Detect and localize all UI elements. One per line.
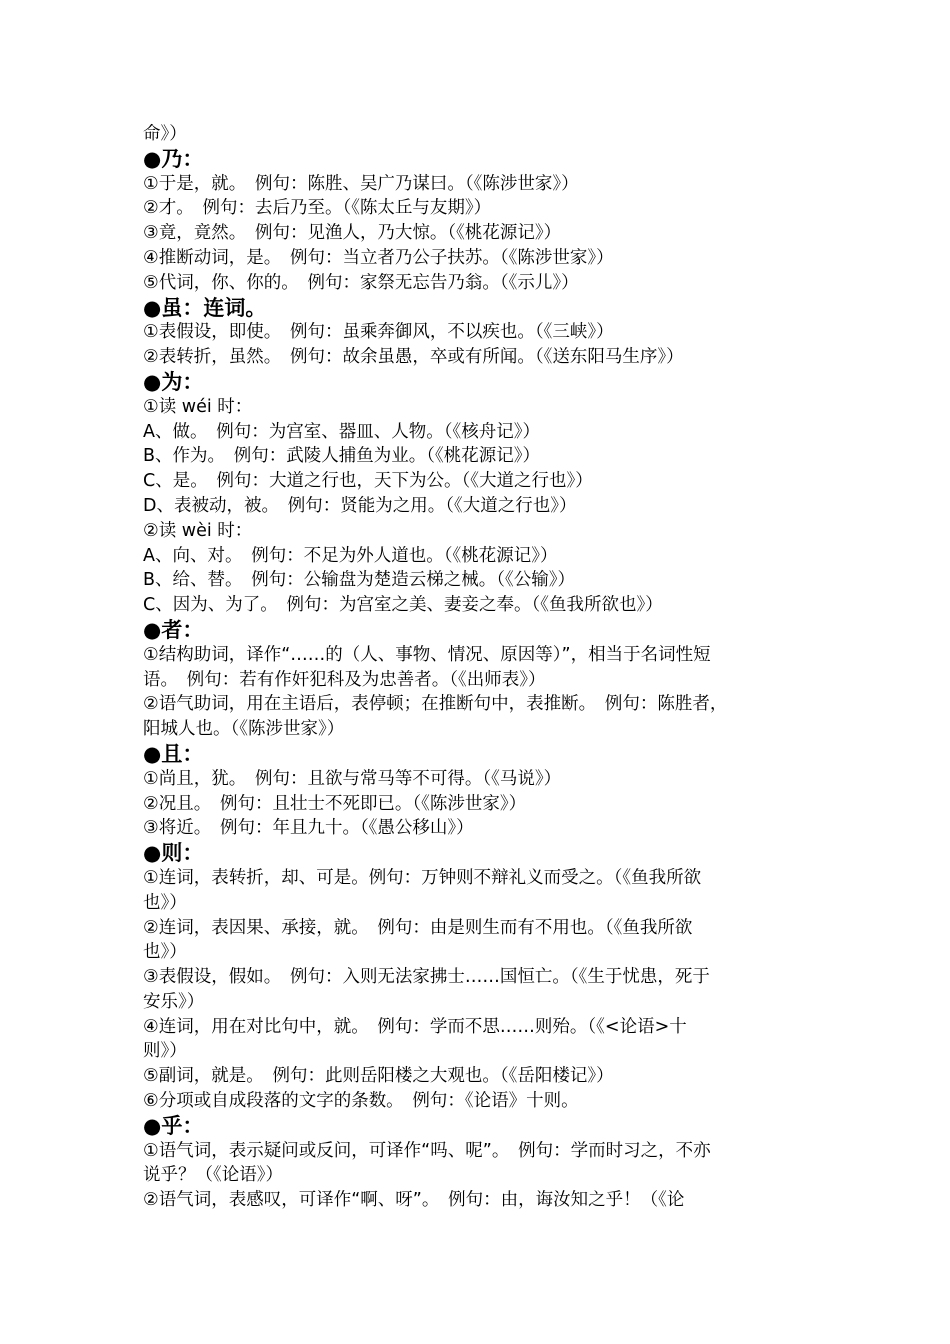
text-line: 也》） xyxy=(143,942,187,963)
text-line: B、作为。 例句：武陵人捕鱼为业。（《桃花源记》） xyxy=(143,446,541,467)
text-line: ①表假设，即使。 例句：虽乘奔御风，不以疾也。（《三峡》） xyxy=(143,322,614,343)
section-heading: ●乃： xyxy=(143,146,204,171)
text-line: C、是。 例句：大道之行也，天下为公。（《大道之行也》） xyxy=(143,471,593,492)
text-line: C、因为、为了。 例句：为宫室之美、妻妾之奉。（《鱼我所欲也》） xyxy=(143,595,663,616)
text-line: A、向、对。 例句：不足为外人道也。（《桃花源记》） xyxy=(143,545,558,566)
text-line: ⑥分项或自成段落的文字的条数。 例句：《论语》十则。 xyxy=(143,1091,579,1112)
text-line: ①尚且，犹。 例句：且欲与常马等不可得。（《马说》） xyxy=(143,768,562,789)
text-line: 命》） xyxy=(143,124,187,144)
text-line: ①语气词，表示疑问或反问，可译作“吗、呢”。 例句：学而时习之，不亦 xyxy=(143,1140,711,1161)
text-line: D、表被动，被。 例句：贤能为之用。（《大道之行也》） xyxy=(143,495,577,516)
text-line: ②连词，表因果、承接，就。 例句：由是则生而有不用也。（《鱼我所欲 xyxy=(143,917,693,938)
text-line: ②语气词，表感叹，可译作“啊、呀”。 例句：由，诲汝知之乎！（《论 xyxy=(143,1190,685,1211)
text-line: ①于是，就。 例句：陈胜、吴广乃谋曰。（《陈涉世家》） xyxy=(143,173,579,194)
text-line: ③将近。 例句：年且九十。（《愚公移山》） xyxy=(143,818,474,839)
text-line: ②才。 例句：去后乃至。（《陈太丘与友期》） xyxy=(143,198,492,219)
section-heading: ●虽：连词。 xyxy=(143,295,267,320)
section-heading: ●乎： xyxy=(143,1113,204,1138)
text-line: 则》） xyxy=(143,1041,187,1062)
text-line: ①读 wéi 时： xyxy=(143,396,253,417)
text-line: ②读 wèi 时： xyxy=(143,520,253,541)
text-line: 安乐》） xyxy=(143,991,205,1012)
section-heading: ●为： xyxy=(143,369,204,394)
text-line: ⑤代词，你、你的。 例句：家祭无忘告乃翁。（《示儿》） xyxy=(143,272,579,293)
text-line: ②况且。 例句：且壮士不死即已。（《陈涉世家》） xyxy=(143,793,527,814)
document-page xyxy=(143,122,815,1213)
text-line: ④推断动词，是。 例句：当立者乃公子扶苏。（《陈涉世家》） xyxy=(143,247,614,268)
text-line: ⑤副词，就是。 例句：此则岳阳楼之大观也。（《岳阳楼记》） xyxy=(143,1066,614,1087)
section-heading: ●且： xyxy=(143,741,204,766)
text-line: ③表假设，假如。 例句：入则无法家拂士……国恒亡。（《生于忧患，死于 xyxy=(143,967,710,988)
section-heading: ●则： xyxy=(143,841,204,866)
text-line: 阳城人也。（《陈涉世家》） xyxy=(143,719,345,740)
text-line: ②表转折，虽然。 例句：故余虽愚，卒或有所闻。（《送东阳马生序》） xyxy=(143,347,684,368)
text-line: ①连词，表转折，却、可是。例句：万钟则不辩礼义而受之。（《鱼我所欲 xyxy=(143,867,702,888)
text-line: 也》） xyxy=(143,892,187,913)
text-line: 说乎？（《论语》） xyxy=(143,1165,283,1186)
text-line: A、做。 例句：为宫室、器皿、人物。（《核舟记》） xyxy=(143,421,540,442)
section-heading: ●者： xyxy=(143,617,204,642)
text-line: ④连词，用在对比句中，就。 例句：学而不思……则殆。（《<论语>十 xyxy=(143,1016,687,1037)
text-line: B、给、替。 例句：公输盘为楚造云梯之械。（《公输》） xyxy=(143,570,576,591)
text-line: 语。 例句：若有作奸犯科及为忠善者。（《出师表》） xyxy=(143,669,546,690)
text-line: ③竟，竟然。 例句：见渔人，乃大惊。（《桃花源记》） xyxy=(143,223,562,244)
text-line: ②语气助词，用在主语后，表停顿；在推断句中，表推断。 例句：陈胜者， xyxy=(143,694,728,715)
text-line: ①结构助词，译作“……的（人、事物、情况、原因等）”，相当于名词性短 xyxy=(143,644,711,665)
